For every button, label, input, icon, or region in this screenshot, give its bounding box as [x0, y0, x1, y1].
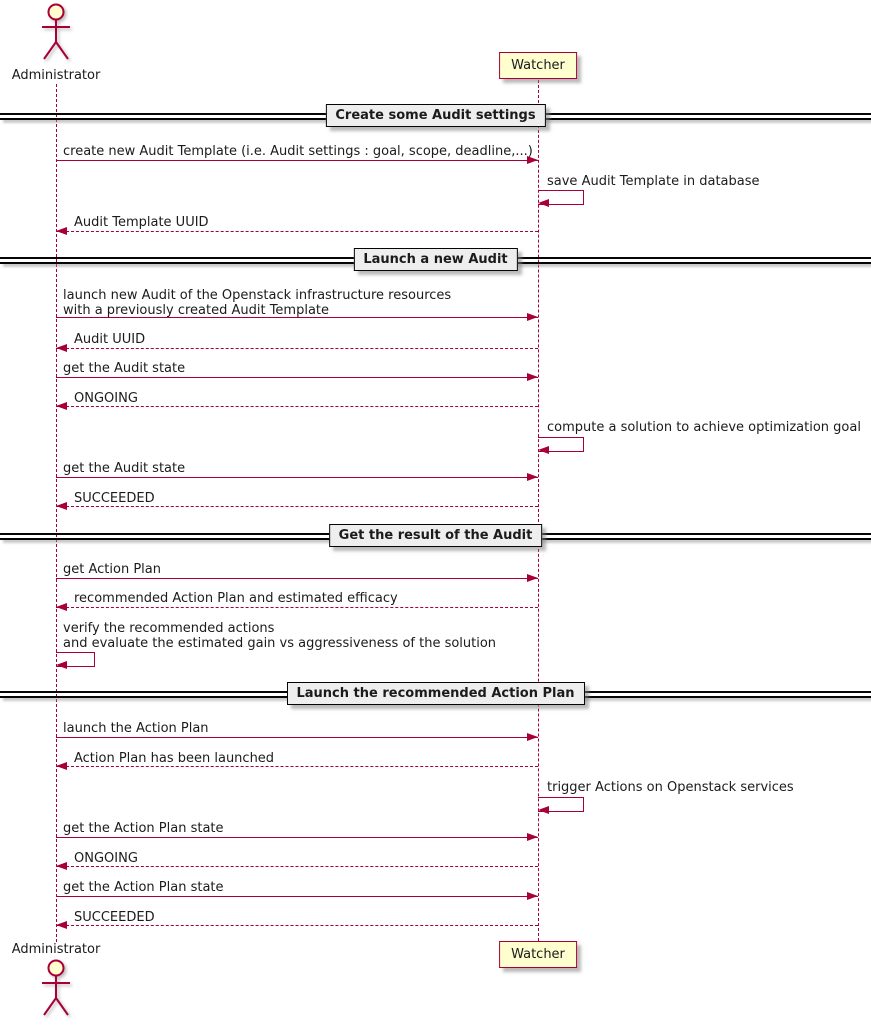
self-message-label	[547, 780, 794, 795]
message-label-line: ONGOING	[74, 851, 138, 866]
arrowhead-icon	[527, 473, 538, 481]
arrowhead-icon	[538, 199, 549, 207]
message-label	[74, 391, 138, 406]
message-label-line: get the Audit state	[63, 461, 186, 476]
message-arrow-line	[56, 377, 538, 378]
message-label-line: verify the recommended actions	[63, 621, 275, 636]
message-label-line: ONGOING	[74, 391, 138, 406]
arrowhead-icon	[56, 344, 67, 352]
message-arrow-line	[56, 406, 538, 407]
message-label	[74, 491, 155, 506]
message-label	[63, 562, 161, 577]
message-label	[63, 144, 533, 159]
message-label-line: and evaluate the estimated gain vs aggressiveness of the solution	[63, 636, 497, 651]
message-label	[74, 591, 398, 606]
lifeline-administrator	[56, 84, 57, 942]
arrowhead-icon	[527, 833, 538, 841]
administrator-label-top: Administrator	[11, 68, 101, 83]
arrowhead-icon	[527, 156, 538, 164]
message-label-line: SUCCEEDED	[74, 491, 155, 506]
message-arrow-line	[56, 317, 538, 318]
message-arrow-line	[56, 866, 538, 867]
arrowhead-icon	[527, 733, 538, 741]
message-label-line: trigger Actions on Openstack services	[547, 780, 794, 795]
arrowhead-icon	[56, 921, 67, 929]
message-label	[63, 288, 451, 318]
message-label	[63, 461, 185, 476]
arrowhead-icon	[527, 892, 538, 900]
watcher-participant-top: Watcher	[499, 52, 577, 79]
section-divider-label: Launch the recommended Action Plan	[286, 682, 584, 705]
arrowhead-icon	[56, 862, 67, 870]
arrowhead-icon	[527, 574, 538, 582]
message-label	[74, 751, 274, 766]
message-label-line: compute a solution to achieve optimization goal	[547, 420, 861, 435]
self-message-label	[63, 621, 496, 651]
message-label-line: get the Audit state	[63, 361, 186, 376]
message-label-line: get the Action Plan state	[63, 880, 224, 895]
message-label-line: Audit Template UUID	[74, 215, 209, 230]
section-divider-label: Launch a new Audit	[353, 248, 517, 271]
arrowhead-icon	[538, 806, 549, 814]
message-label	[63, 880, 224, 895]
arrowhead-icon	[56, 227, 67, 235]
administrator-actor-icon-bottom	[37, 958, 75, 1020]
message-arrow-line	[56, 896, 538, 897]
section-divider-label: Create some Audit settings	[325, 104, 545, 127]
arrowhead-icon	[56, 402, 67, 410]
arrowhead-icon	[527, 313, 538, 321]
message-arrow-line	[56, 925, 538, 926]
message-label-line: recommended Action Plan and estimated efficacy	[74, 591, 398, 606]
message-arrow-line	[56, 737, 538, 738]
message-label-line: SUCCEEDED	[74, 910, 155, 925]
message-arrow-line	[56, 477, 538, 478]
message-label-line: save Audit Template in database	[547, 174, 760, 189]
message-label-line: launch the Action Plan	[63, 721, 209, 736]
section-divider-label: Get the result of the Audit	[329, 524, 543, 547]
watcher-participant-bottom: Watcher	[499, 941, 577, 968]
message-arrow-line	[56, 231, 538, 232]
self-message-label	[547, 174, 760, 189]
message-label-line: with a previously created Audit Template	[63, 303, 330, 318]
message-label-line: get Action Plan	[63, 562, 161, 577]
message-arrow-line	[56, 607, 538, 608]
administrator-actor-icon	[37, 2, 75, 64]
message-arrow-line	[56, 348, 538, 349]
arrowhead-icon	[538, 446, 549, 454]
arrowhead-icon	[527, 373, 538, 381]
message-arrow-line	[56, 160, 538, 161]
message-label-line: get the Action Plan state	[63, 821, 224, 836]
message-label-line: launch new Audit of the Openstack infrastructure resources	[63, 288, 452, 303]
message-label	[74, 332, 145, 347]
message-label-line: create new Audit Template (i.e. Audit settings : goal, scope, deadline,...)	[63, 144, 533, 159]
message-label	[74, 910, 155, 925]
message-label-line: Audit UUID	[74, 332, 146, 347]
arrowhead-icon	[56, 661, 67, 669]
message-label-line: Action Plan has been launched	[74, 751, 275, 766]
self-message-label	[547, 420, 861, 435]
message-label	[63, 821, 224, 836]
arrowhead-icon	[56, 762, 67, 770]
arrowhead-icon	[56, 502, 67, 510]
message-label	[74, 851, 138, 866]
arrowhead-icon	[56, 603, 67, 611]
message-arrow-line	[56, 506, 538, 507]
message-label	[74, 215, 209, 230]
message-arrow-line	[56, 578, 538, 579]
administrator-label-bottom: Administrator	[11, 942, 101, 957]
message-label	[63, 721, 209, 736]
message-label	[63, 361, 185, 376]
message-arrow-line	[56, 766, 538, 767]
message-arrow-line	[56, 837, 538, 838]
